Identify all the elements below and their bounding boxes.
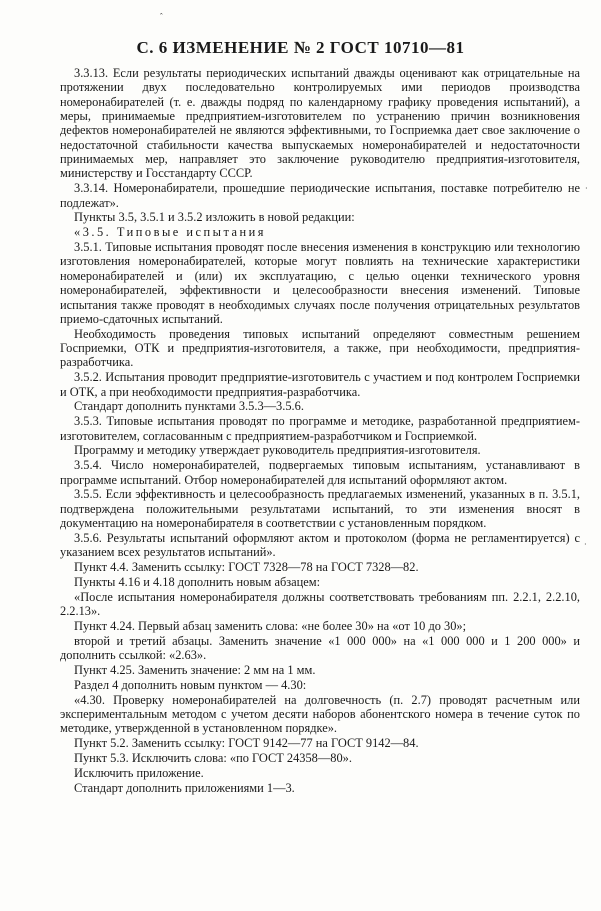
scan-mark: · [584, 540, 587, 549]
page-header: С. 6 ИЗМЕНЕНИЕ № 2 ГОСТ 10710—81 [136, 38, 465, 57]
paragraph-4-24: Пункт 4.24. Первый абзац заменить слова: «не более 30» на «от 10 до 30»; [74, 619, 467, 634]
paragraph-4-25: Пункт 4.25. Заменить значение: 2 мм на 1 мм. [74, 663, 316, 678]
paragraph-3-5-1: 3.5.1. Типовые испытания проводят после внесения изменения в конструкцию или технологию изготовления номеронабирателей, которые могут повлиять на технические характеристики номеронабирателей и (или) их эксплуатацию, с целью оценки технического уровня номеронабирателей, эффективности и целесообразности внесения изменений. Типовые испытания также проводят в необходимых случаях после получения отрицательных результатов приемо-сдаточных испытаний. [60, 240, 580, 326]
document-body [60, 66, 580, 796]
paragraph-5-3: Пункт 5.3. Исключить слова: «по ГОСТ 24358—80». [74, 751, 352, 766]
paragraph-section-4: Раздел 4 дополнить новым пунктом — 4.30: [74, 677, 307, 692]
paragraph-3-3-13: 3.3.13. Если результаты периодических испытаний дважды оценивают как отрицательные на протяжении двух последовательно контролируемых ими периодов производства номеронабирателей (т. е. дважды подряд по календарному графику проведения испытаний), а меры, принимаемые предприятием-изготовителем по устранению причин возникновения дефектов номеронабирателей не являются эффективными, то Госприемка дает свое заключение о недостаточной стабильности качества выпускаемых номеронабирателей и недостаточности принимаемых мер, направляет это заключение руководителю предприятия-изготовителя, министерству и Госстандарту СССР. [60, 66, 580, 181]
paragraph-second-third: второй и третий абзацы. Заменить значение «1 000 000» на «1 000 000 и 1 200 000» и дополнить ссылкой: «2.63». [60, 633, 580, 663]
paragraph-points-3-5: Пункты 3.5, 3.5.1 и 3.5.2 изложить в новой редакции: [74, 210, 355, 225]
paragraph-program: Программу и методику утверждает руководитель предприятия-изготовителя. [74, 443, 481, 458]
paragraph-necessity: Необходимость проведения типовых испытаний определяют совместным решением Госприемки, ОТК и предприятия-изготовителя, а также, при необходимости, предприятия-разработчика. [60, 326, 580, 370]
paragraph-5-2: Пункт 5.2. Заменить ссылку: ГОСТ 9142—77 на ГОСТ 9142—84. [74, 736, 419, 751]
paragraph-3-5-2: 3.5.2. Испытания проводит предприятие-изготовитель с участием и под контролем Госприемки и ОТК, а при необходимости предприятия-разработчика. [60, 370, 580, 399]
paragraph-add-points: Стандарт дополнить пунктами 3.5.3—3.5.6. [74, 399, 304, 414]
paragraph-3-5-5: 3.5.5. Если эффективность и целесообразность предлагаемых изменений, указанных в п. 3.5.1, подтверждена положительными результатами испытаний, то эти изменения вносят в документацию на номеронабирателя в соответствии с установленным порядком. [60, 487, 580, 531]
paragraph-4-16-4-18: Пункты 4.16 и 4.18 дополнить новым абзацем: [74, 575, 321, 590]
paragraph-3-5-4: 3.5.4. Число номеронабирателей, подвергаемых типовым испытаниям, устанавливают в программе испытаний. Отбор номеронабирателей для испытаний оформляют актом. [60, 458, 580, 487]
scan-mark: ˆ [160, 12, 163, 21]
paragraph-3-5-6: 3.5.6. Результаты испытаний оформляют актом и протоколом (форма не регламентируется) с указанием всех результатов испытаний». [60, 531, 580, 560]
paragraph-3-5-3: 3.5.3. Типовые испытания проводят по программе и методике, разработанной предприятием-изготовителем, согласованным с предприятием-разработчиком и Госприемкой. [60, 414, 580, 443]
paragraph-after-test: «После испытания номеронабирателя должны соответствовать требованиям пп. 2.2.1, 2.2.10, 2.2.13». [60, 589, 580, 619]
section-heading-3-5: «3.5. Типовые испытания [74, 225, 266, 240]
scan-mark: · [585, 184, 588, 193]
paragraph-add-appendices: Стандарт дополнить приложениями 1—3. [74, 780, 295, 795]
paragraph-3-3-14: 3.3.14. Номеронабиратели, прошедшие периодические испытания, поставке потребителю не подлежат». [60, 181, 580, 210]
paragraph-4-30: «4.30. Проверку номеронабирателей на долговечность (п. 2.7) проводят расчетным или экспериментальным методом с учетом десяти наборов абонентского номера в течение суток по методике, утвержденной в установленном порядке». [60, 692, 580, 736]
paragraph-4-4: Пункт 4.4. Заменить ссылку: ГОСТ 7328—78 на ГОСТ 7328—82. [74, 560, 419, 575]
paragraph-exclude-appendix: Исключить приложение. [74, 766, 204, 780]
